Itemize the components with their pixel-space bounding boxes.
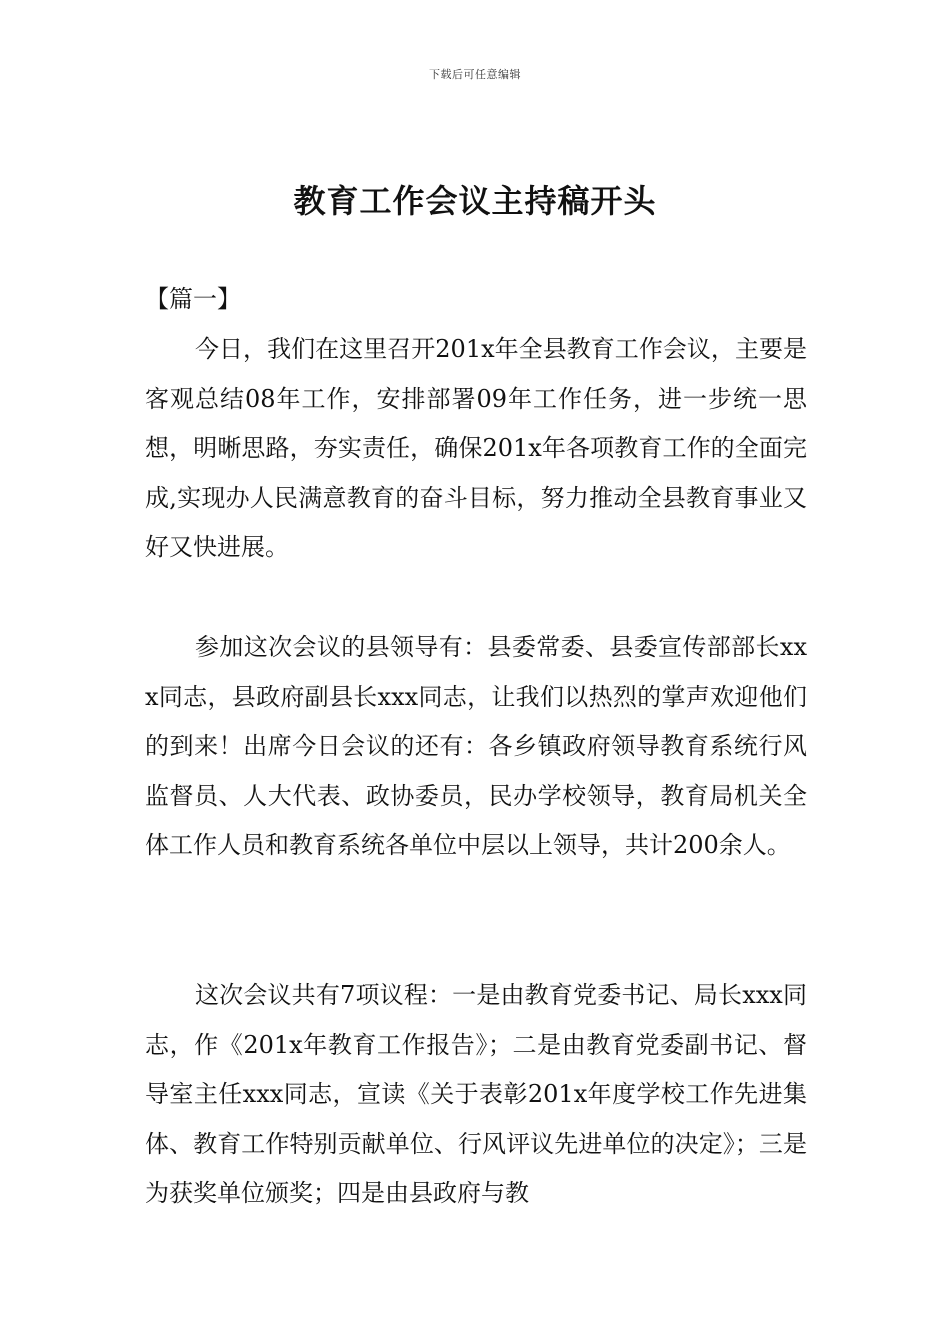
header-note: 下载后可任意编辑 — [429, 68, 521, 81]
paragraph-1 — [145, 325, 807, 573]
section-label: 【篇一】 — [145, 285, 241, 313]
paragraph-text: 这次会议共有7项议程：一是由教育党委书记、局长xxx同志，作《201x年教育工作报告》；二是由教育党委副书记、督导室主任xxx同志，宣读《关于表彰201x年度学校工作先进集体、教育工作特别贡献单位、行风评议先进单位的决定》；三是为获奖单位颁奖；四是由县政府与教 — [145, 981, 807, 1207]
paragraph-text: 参加这次会议的县领导有：县委常委、县委宣传部部长xxx同志，县政府副县长xxx同志，让我们以热烈的掌声欢迎他们的到来！出席今日会议的还有：各乡镇政府领导教育系统行风监督员、人大代表、政协委员，民办学校领导，教育局机关全体工作人员和教育系统各单位中层以上领导，共计200余人。 — [145, 633, 807, 859]
document-title: 教育工作会议主持稿开头 — [293, 182, 657, 220]
paragraph-3 — [145, 971, 807, 1219]
paragraph-2 — [145, 623, 807, 871]
paragraph-text: 今日，我们在这里召开201x年全县教育工作会议，主要是客观总结08年工作，安排部署09年工作任务，进一步统一思想，明晰思路，夯实责任，确保201x年各项教育工作的全面完成,实现办人民满意教育的奋斗目标，努力推动全县教育事业又好又快进展。 — [145, 335, 807, 561]
